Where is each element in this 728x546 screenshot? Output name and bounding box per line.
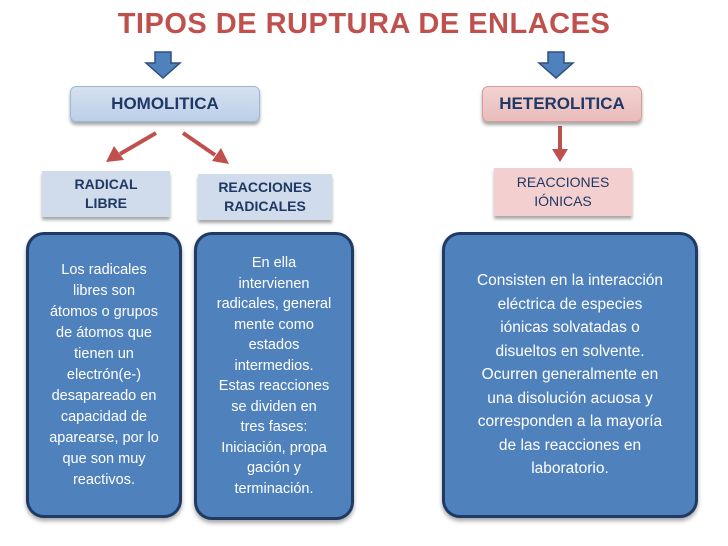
arrow-down-homolitica [146, 52, 180, 78]
reacciones-radicales-card [194, 232, 354, 520]
reacciones-radicales-text: En ella intervienen radicales, general mente como estados intermedios. Estas reacciones se dividen en tres fases: Iniciación, propa gación y terminación. [216, 255, 332, 497]
arrow-to-reacciones-radicales [183, 133, 229, 164]
reacciones-ionicas-label: REACCIONES IÓNICAS [494, 168, 632, 216]
arrow-to-reacciones-ionicas [552, 126, 568, 162]
page-title: TIPOS DE RUPTURA DE ENLACES [117, 8, 611, 40]
radicales-libres-card [26, 232, 182, 518]
homolitica-box: HOMOLITICA [70, 86, 260, 122]
reacciones-ionicas-card [442, 232, 698, 518]
reacciones-ionicas-text: Consisten en la interacción eléctrica de especies iónicas solvatadas o disueltos en solvente. Ocurren generalmente en una disolución acuosa y corresponden a la mayoría de las reacciones en laboratorio. [476, 272, 664, 478]
arrow-to-radical-libre [106, 133, 156, 162]
radicales-libres-text: Los radicales libres son átomos o grupos de átomos que tienen un electrón(e-) desapareado en capacidad de aparearse, por lo que son muy reactivos. [49, 261, 159, 488]
heterolitica-box: HETEROLITICA [482, 86, 642, 122]
arrow-down-heterolitica [539, 52, 573, 78]
reacciones-radicales-label: REACCIONES RADICALES [198, 174, 332, 220]
radical-libre-label: RADICAL LIBRE [42, 171, 170, 217]
